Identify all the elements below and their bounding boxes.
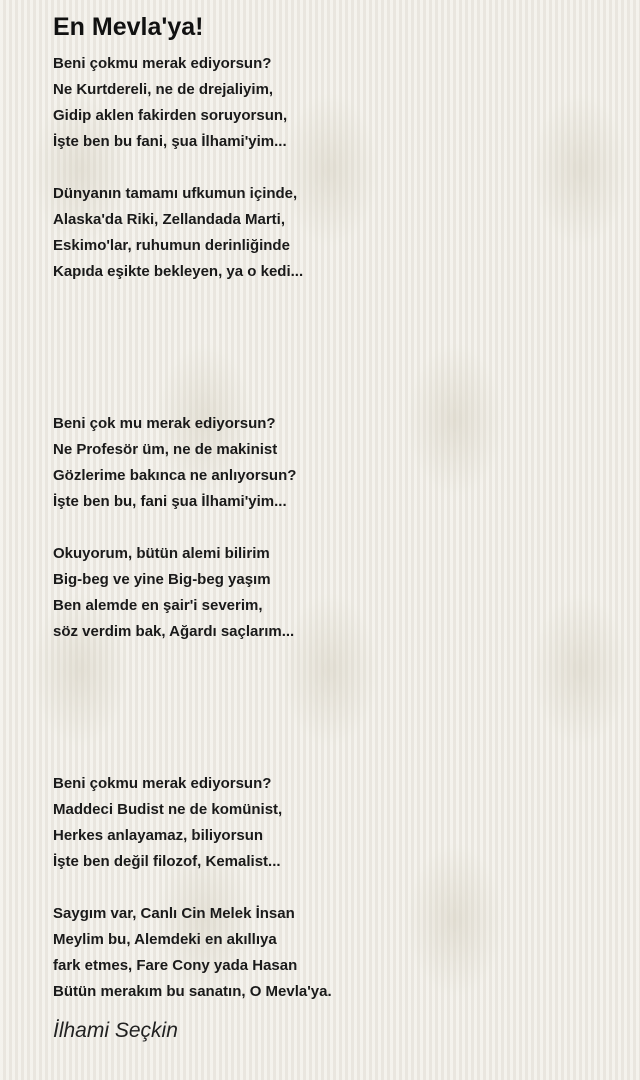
poem-line: Dünyanın tamamı ufkumun içinde, [53,185,298,202]
poem-line: İşte ben bu, fani şua İlhami'yim... [53,493,287,510]
poem-line: Meylim bu, Alemdeki en akıllıya [53,931,277,948]
poem-line: Alaska'da Riki, Zellandada Marti, [53,211,285,228]
poem-author: İlhami Seçkin [53,1019,178,1042]
stanza-4 [53,541,613,645]
poem-line: Eskimo'lar, ruhumun derinliğinde [53,237,290,254]
poem-line: Ben alemde en şair'i severim, [53,597,263,614]
stanza-3 [53,411,613,515]
poem-line: Big-beg ve yine Big-beg yaşım [53,571,271,588]
poem-line: Beni çok mu merak ediyorsun? [53,415,276,432]
poem-line: Beni çokmu merak ediyorsun? [53,775,272,792]
poem-line: Gözlerime bakınca ne anlıyorsun? [53,467,297,484]
poem-body [53,51,613,1005]
stanza-2 [53,181,613,285]
poem-line: İşte ben bu fani, şua İlhami'yim... [53,133,287,150]
stanza-1 [53,51,613,155]
poem-line: Ne Profesör üm, ne de makinist [53,441,278,458]
stanza-5 [53,771,613,875]
poem-line: Bütün merakım bu sanatın, O Mevla'ya. [53,983,332,1000]
poem-line: Okuyorum, bütün alemi bilirim [53,545,270,562]
poem-line: Ne Kurtdereli, ne de drejaliyim, [53,81,274,98]
stanza-6 [53,901,613,1005]
poem-line: Maddeci Budist ne de komünist, [53,801,283,818]
stanza-spacer [53,155,613,181]
poem-line: Gidip aklen fakirden soruyorsun, [53,107,288,124]
poem-line: Kapıda eşikte bekleyen, ya o kedi... [53,263,304,280]
poem-line: İşte ben değil filozof, Kemalist... [53,853,281,870]
poem-line: Herkes anlayamaz, biliyorsun [53,827,264,844]
poem-title: En Mevla'ya! [53,13,204,41]
poem-line: Saygım var, Canlı Cin Melek İnsan [53,905,295,922]
poem-line: Beni çokmu merak ediyorsun? [53,55,272,72]
section-spacer [53,285,613,411]
section-spacer [53,645,613,771]
poem-line: fark etmes, Fare Cony yada Hasan [53,957,298,974]
stanza-spacer [53,875,613,901]
stanza-spacer [53,515,613,541]
poem-line: söz verdim bak, Ağardı saçlarım... [53,623,295,640]
